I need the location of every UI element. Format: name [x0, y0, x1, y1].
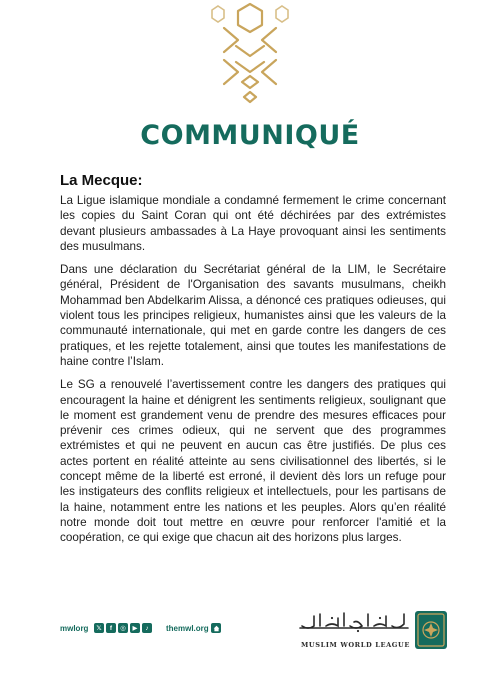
paragraph-2: Dans une déclaration du Secrétariat général de la LIM, le Secrétaire général, Président de l'Organisation des savants musulmans, cheikh Mohammad ben Abdelkarim Alissa, a dénoncé ces pratiques odieuses, qui violent tous les principes religieux, humanistes ainsi que les valeurs de la communauté internationale, qui met en garde contre les dangers de ces pratiques, et les rejette totalement, ainsi que toutes les manifestations de haine contre l’Islam. [60, 263, 446, 368]
x-icon[interactable]: 𝕏 [94, 623, 104, 633]
social-icons [94, 623, 152, 633]
muslim-world-league-logo [298, 608, 448, 656]
dateline-location: La Mecque: [60, 172, 143, 189]
paragraph-3: Le SG a renouvelé l’avertissement contre les dangers des pratiques qui encouragent la haine et dénigrent les sentiments religieux, soulignant que le moment est grandement venu de prendre des mesures efficaces pour prévenir ces crimes odieux, qui ne servent que des programmes extrémistes et qui ne peuvent en aucun cas être justifiés. De plus ces actes portent en réalité atteinte au sens civilisationnel des libertés, si le concept même de la liberté est erroné, il devient dès lors un refuge pour les instigateurs des conflits religieux et intellectuels, pour les partisans de la haine, notamment entre les nations et les peuples. Alors qu’en réalité notre monde doit tout mettre en œuvre pour renforcer l'amitié et la coopération, ce qui exige que chacun ait des horizons plus larges. [60, 378, 446, 545]
tiktok-icon[interactable]: ♪ [142, 623, 152, 633]
page-title: COMMUNIQUÉ [140, 120, 360, 151]
facebook-icon[interactable]: f [106, 623, 116, 633]
instagram-icon[interactable]: ◎ [118, 623, 128, 633]
website-link[interactable]: themwl.org [166, 624, 209, 633]
communique-body [60, 193, 446, 554]
social-handle[interactable]: mwlorg [60, 624, 89, 633]
footer [60, 608, 448, 656]
paragraph-1: La Ligue islamique mondiale a condamné fermement le crime concernant les copies du Saint Coran qui ont été déchirées par des extrémistes devant plusieurs ambassades à La Haye provoquant ainsi les sentiments des musulmans. [60, 194, 446, 253]
youtube-icon[interactable]: ▶ [130, 623, 140, 633]
home-icon[interactable] [211, 623, 221, 633]
decorative-ornament [210, 0, 290, 104]
emblem-icon [414, 610, 448, 650]
arabic-logotype [298, 610, 410, 634]
logo-english-text: MUSLIM WORLD LEAGUE [301, 641, 410, 649]
